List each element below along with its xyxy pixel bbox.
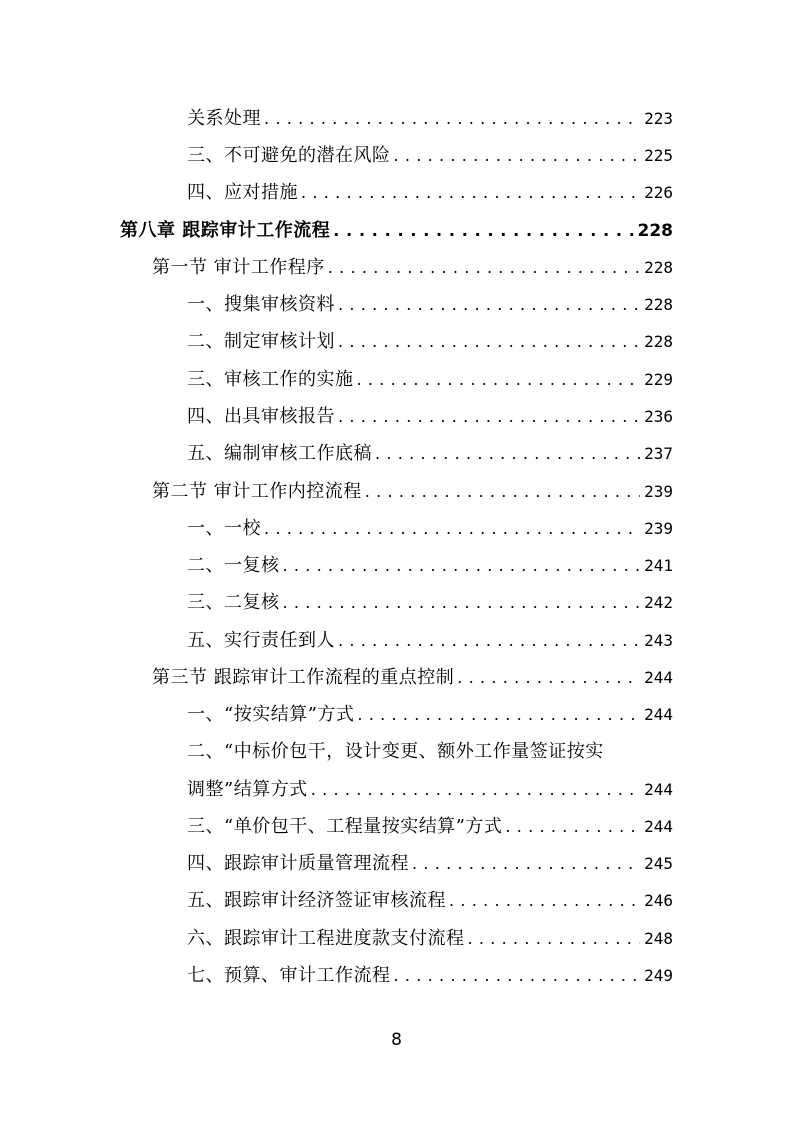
toc-entry-page: 243 xyxy=(644,631,673,650)
toc-entry[interactable] xyxy=(187,104,673,134)
toc-entry-page: 246 xyxy=(644,891,673,910)
toc-entry-label: 三、“单价包干、工程量按实结算”方式 xyxy=(187,816,503,837)
toc-entry-label: 关系处理 xyxy=(187,108,261,129)
toc-entry[interactable] xyxy=(187,700,673,730)
toc-entry-label: 六、跟踪审计工程进度款支付流程 xyxy=(187,928,465,949)
toc-entry[interactable] xyxy=(187,924,673,954)
toc-entry-page: 229 xyxy=(644,370,673,389)
toc-dot-leader xyxy=(283,551,641,581)
toc-entry[interactable] xyxy=(187,290,673,320)
toc-entry-page: 237 xyxy=(644,444,673,463)
toc-entry-page: 249 xyxy=(644,966,673,985)
toc-entry-page: 245 xyxy=(644,854,673,873)
toc-section-entry[interactable] xyxy=(152,477,673,507)
toc-dot-leader xyxy=(311,775,640,805)
page-number: 8 xyxy=(391,1030,402,1050)
toc-entry-page: 248 xyxy=(644,929,673,948)
toc-entry-page: 236 xyxy=(644,407,673,426)
toc-entry-page: 228 xyxy=(644,258,673,277)
toc-dot-leader xyxy=(357,700,640,730)
toc-entry-label: 五、实行责任到人 xyxy=(187,630,335,651)
toc-entry-page: 239 xyxy=(644,519,673,538)
toc-dot-leader xyxy=(264,514,640,544)
toc-entry-label: 二、一复核 xyxy=(187,555,280,576)
toc-dot-leader xyxy=(505,812,640,842)
toc-entry[interactable] xyxy=(187,551,673,581)
toc-entry-page: 244 xyxy=(644,780,673,799)
toc-chapter-entry[interactable] xyxy=(120,216,673,246)
toc-entry-page: 244 xyxy=(644,705,673,724)
toc-entry-page: 241 xyxy=(644,556,673,575)
toc-entry[interactable] xyxy=(187,775,673,805)
toc-entry-page: 228 xyxy=(644,332,673,351)
toc-entry-page: 225 xyxy=(644,146,673,165)
toc-dot-leader xyxy=(412,849,640,879)
toc-entry-label: 第八章 跟踪审计工作流程 xyxy=(120,220,331,241)
toc-entry-label: 三、审核工作的实施 xyxy=(187,369,354,390)
toc-entry[interactable] xyxy=(187,849,673,879)
toc-entry-label: 调整”结算方式 xyxy=(187,779,308,800)
toc-entry[interactable] xyxy=(187,365,673,395)
toc-entry-wrapped-line[interactable]: 二、“中标价包干，设计变更、额外工作量签证按实 xyxy=(187,741,604,762)
toc-dot-leader xyxy=(328,253,640,283)
toc-dot-leader xyxy=(449,886,640,916)
toc-dot-leader xyxy=(365,477,640,507)
toc-entry-label: 五、编制审核工作底稿 xyxy=(187,443,372,464)
toc-entry-page: 239 xyxy=(644,482,673,501)
toc-entry-label: 三、不可避免的潜在风险 xyxy=(187,145,391,166)
toc-dot-leader xyxy=(394,141,641,171)
toc-entry-label: 第二节 审计工作内控流程 xyxy=(152,481,362,502)
toc-dot-leader xyxy=(468,924,641,954)
toc-entry-label: 一、搜集审核资料 xyxy=(187,294,335,315)
toc-dot-leader xyxy=(338,626,640,656)
toc-entry-page: 242 xyxy=(644,593,673,612)
toc-dot-leader xyxy=(338,290,640,320)
toc-dot-leader xyxy=(338,327,640,357)
toc-entry[interactable] xyxy=(187,178,673,208)
toc-entry[interactable] xyxy=(187,961,673,991)
toc-dot-leader xyxy=(357,365,641,395)
toc-dot-leader xyxy=(375,439,640,469)
toc-entry-page: 228 xyxy=(644,295,673,314)
toc-entry[interactable] xyxy=(187,439,673,469)
toc-section-entry[interactable] xyxy=(152,663,673,693)
toc-dot-leader xyxy=(333,216,633,246)
toc-entry-label: 二、制定审核计划 xyxy=(187,331,335,352)
toc-entry-label: 第三节 跟踪审计工作流程的重点控制 xyxy=(152,667,455,688)
toc-entry-label: 五、跟踪审计经济签证审核流程 xyxy=(187,890,446,911)
toc-entry[interactable] xyxy=(187,514,673,544)
toc-dot-leader xyxy=(338,402,640,432)
toc-entry-page: 244 xyxy=(644,668,673,687)
toc-dot-leader xyxy=(457,663,640,693)
toc-entry-label: 一、“按实结算”方式 xyxy=(187,704,355,725)
toc-entry[interactable] xyxy=(187,141,673,171)
toc-dot-leader xyxy=(283,588,641,618)
toc-entry[interactable] xyxy=(187,402,673,432)
toc-entry-label: 三、二复核 xyxy=(187,592,280,613)
toc-entry-label: 四、应对措施 xyxy=(187,182,298,203)
toc-section-entry[interactable] xyxy=(152,253,673,283)
toc-entry-label: 七、预算、审计工作流程 xyxy=(187,965,391,986)
toc-entry-page: 244 xyxy=(644,817,673,836)
toc-entry[interactable] xyxy=(187,812,673,842)
toc-entry-page: 223 xyxy=(644,109,673,128)
toc-entry-label: 四、出具审核报告 xyxy=(187,406,335,427)
toc-entry-page: 226 xyxy=(644,183,673,202)
toc-entry-page: 228 xyxy=(637,221,673,241)
toc-entry[interactable] xyxy=(187,886,673,916)
toc-entry-label: 一、一校 xyxy=(187,518,261,539)
toc-dot-leader xyxy=(301,178,640,208)
toc-entry[interactable] xyxy=(187,588,673,618)
toc-dot-leader xyxy=(264,104,640,134)
toc-entry[interactable] xyxy=(187,327,673,357)
toc-dot-leader xyxy=(394,961,641,991)
toc-entry-label: 第一节 审计工作程序 xyxy=(152,257,325,278)
toc-entry-label: 四、跟踪审计质量管理流程 xyxy=(187,853,409,874)
toc-entry[interactable] xyxy=(187,626,673,656)
